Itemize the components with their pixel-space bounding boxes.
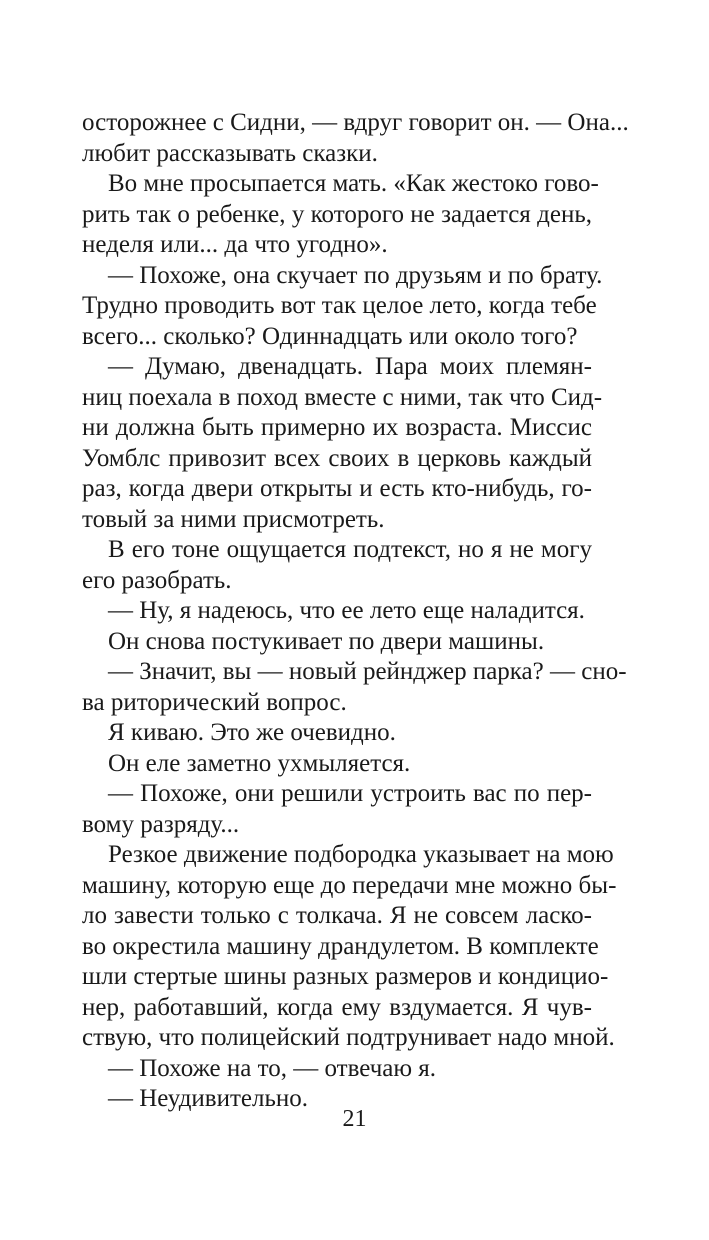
text-line: Трудно проводить вот так целое лето, когда тебе: [82, 292, 597, 319]
text-line: — Думаю, двенадцать. Пара моих племян-: [108, 353, 592, 380]
text-line: ло завести только с толкача. Я не совсем ласко-: [82, 902, 592, 929]
text-line: ни должна быть примерно их возраста. Миссис: [82, 414, 592, 441]
text-line: осторожнее с Сидни, — вдруг говорит он. — Она...: [82, 109, 629, 136]
text-line: во окрестила машину драндулетом. В комплекте: [82, 932, 599, 960]
text-line: Он еле заметно ухмыляется.: [108, 749, 411, 777]
text-line: Он снова постукивает по двери машины.: [108, 627, 545, 655]
text-line: его разобрать.: [82, 566, 232, 594]
text-line: ниц поехала в поход вместе с ними, так что Сид-: [82, 383, 603, 411]
text-line: — Похоже на то, — отвечаю я.: [108, 1054, 437, 1082]
text-line: всего... сколько? Одиннадцать или около того?: [82, 322, 578, 350]
body-text: [82, 108, 629, 1115]
page-number: 21: [342, 1106, 367, 1132]
text-line: машину, которую еще до передачи мне можно бы-: [82, 871, 617, 899]
text-line: Во мне просыпается мать. «Как жестоко гово-: [108, 170, 599, 197]
text-line: Резкое движение подбородка указывает на мою: [108, 841, 614, 868]
text-line: раз, когда двери открыты и есть кто-нибудь, го-: [82, 475, 592, 502]
text-line: — Неудивительно.: [108, 1085, 309, 1112]
text-line: неделя или... да что угодно».: [82, 231, 388, 258]
text-line: Уомблс привозит всех своих в церковь каждый: [82, 444, 592, 472]
text-line: Я киваю. Это же очевидно.: [108, 719, 396, 746]
text-line: ва риторический вопрос.: [82, 688, 347, 716]
text-line: шли стертые шины разных размеров и кондицио-: [82, 963, 609, 990]
text-line: — Похоже, она скучает по друзьям и по брату.: [108, 261, 603, 289]
text-line: нер, работавший, когда ему вздумается. Я чув-: [82, 993, 592, 1021]
text-line: В его тоне ощущается подтекст, но я не могу: [108, 536, 592, 563]
text-line: — Ну, я надеюсь, что ее лето еще наладится.: [108, 597, 585, 624]
text-line: товый за ними присмотреть.: [82, 505, 385, 533]
text-line: — Похоже, они решили устроить вас по пер-: [108, 780, 592, 807]
text-line: рить так о ребенке, у которого не задается день,: [82, 200, 592, 228]
text-line: вому разряду...: [82, 810, 240, 838]
text-line: любит рассказывать сказки.: [82, 139, 378, 167]
text-line: ствую, что полицейский подтрунивает надо мной.: [82, 1024, 615, 1051]
text-line: — Значит, вы — новый рейнджер парка? — сно-: [108, 658, 627, 685]
